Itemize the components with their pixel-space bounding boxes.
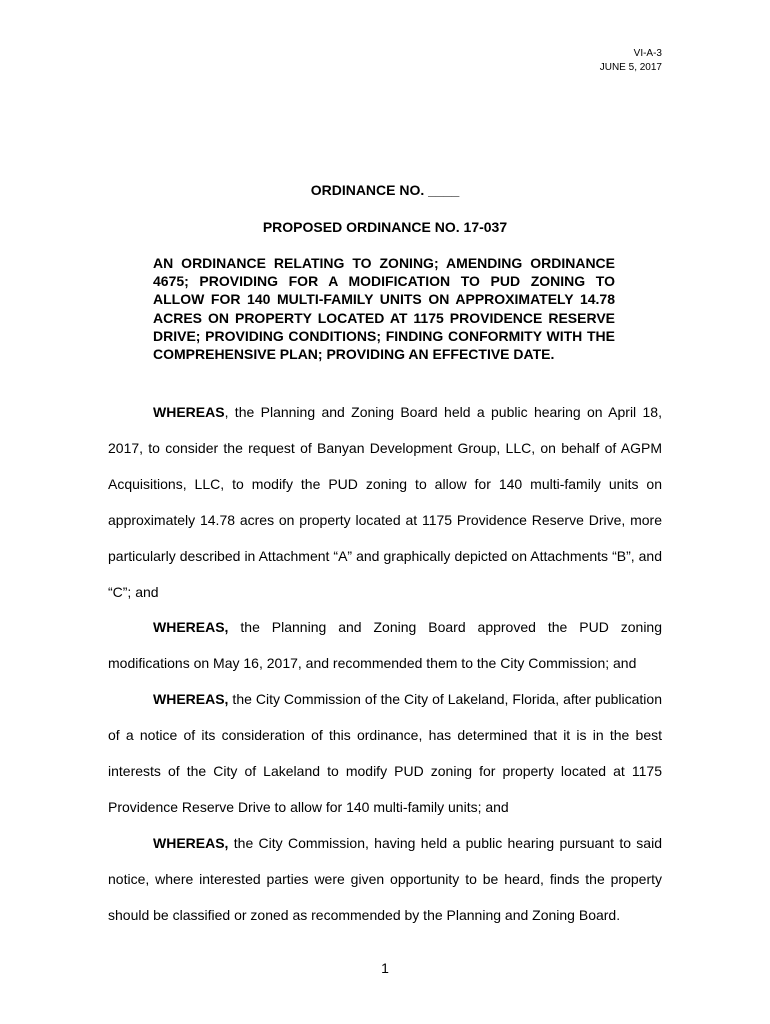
whereas-keyword: WHEREAS, — [153, 691, 229, 708]
paragraph-text: the Planning and Zoning Board approved the PUD zoning modifications on May 16, 2017, and recommended them to the City Commission; and — [108, 619, 662, 672]
whereas-keyword: WHEREAS, — [153, 619, 229, 636]
whereas-paragraph-2 — [108, 610, 662, 682]
document-code: VI-A-3 — [633, 48, 662, 59]
ordinance-title: ORDINANCE NO. ____ — [310, 182, 460, 198]
whereas-paragraph-1 — [108, 395, 662, 610]
whereas-keyword: WHEREAS — [153, 404, 225, 420]
page-number: 1 — [381, 960, 389, 976]
whereas-paragraph-3 — [108, 682, 662, 826]
ordinance-caption: AN ORDINANCE RELATING TO ZONING; AMENDING ORDINANCE 4675; PROVIDING FOR A MODIFICATION TO PUD ZONING TO ALLOW FOR 140 MULTI-FAMILY UNITS ON APPROXIMATELY 14.78 ACRES ON PROPERTY LOCATED AT 1175 PROVIDENCE RESERVE DRIVE; PROVIDING CONDITIONS; FINDING CONFORMITY WITH THE COMPREHENSIVE PLAN; PROVIDING AN EFFECTIVE DATE. — [153, 255, 615, 363]
proposed-ordinance-title: PROPOSED ORDINANCE NO. 17-037 — [262, 219, 508, 235]
whereas-paragraph-4 — [108, 826, 662, 934]
document-date: JUNE 5, 2017 — [599, 62, 662, 73]
whereas-keyword: WHEREAS, — [153, 834, 229, 851]
document-header — [600, 47, 662, 75]
paragraph-text: the City Commission, having held a public hearing pursuant to said notice, where interested parties were given opportunity to be heard, finds the property should be classified or zoned as recommended by the Planning and Zoning Board. — [108, 834, 662, 923]
paragraph-text: the City Commission of the City of Lakeland, Florida, after publication of a notice of its consideration of this ordinance, has determined that it is in the best interests of the City of Lakeland to modify PUD zoning for property located at 1175 Providence Reserve Drive to allow for 140 multi-family units; and — [108, 691, 662, 815]
paragraph-text: , the Planning and Zoning Board held a public hearing on April 18, 2017, to consider the request of Banyan Development Group, LLC, on behalf of AGPM Acquisitions, LLC, to modify the PUD zoning to allow for 140 multi-family units on approximately 14.78 acres on property located at 1175 Providence Reserve Drive, more particularly described in Attachment “A” and graphically depicted on Attachments “B”, and “C”; and — [108, 404, 662, 600]
ordinance-body — [108, 395, 662, 934]
